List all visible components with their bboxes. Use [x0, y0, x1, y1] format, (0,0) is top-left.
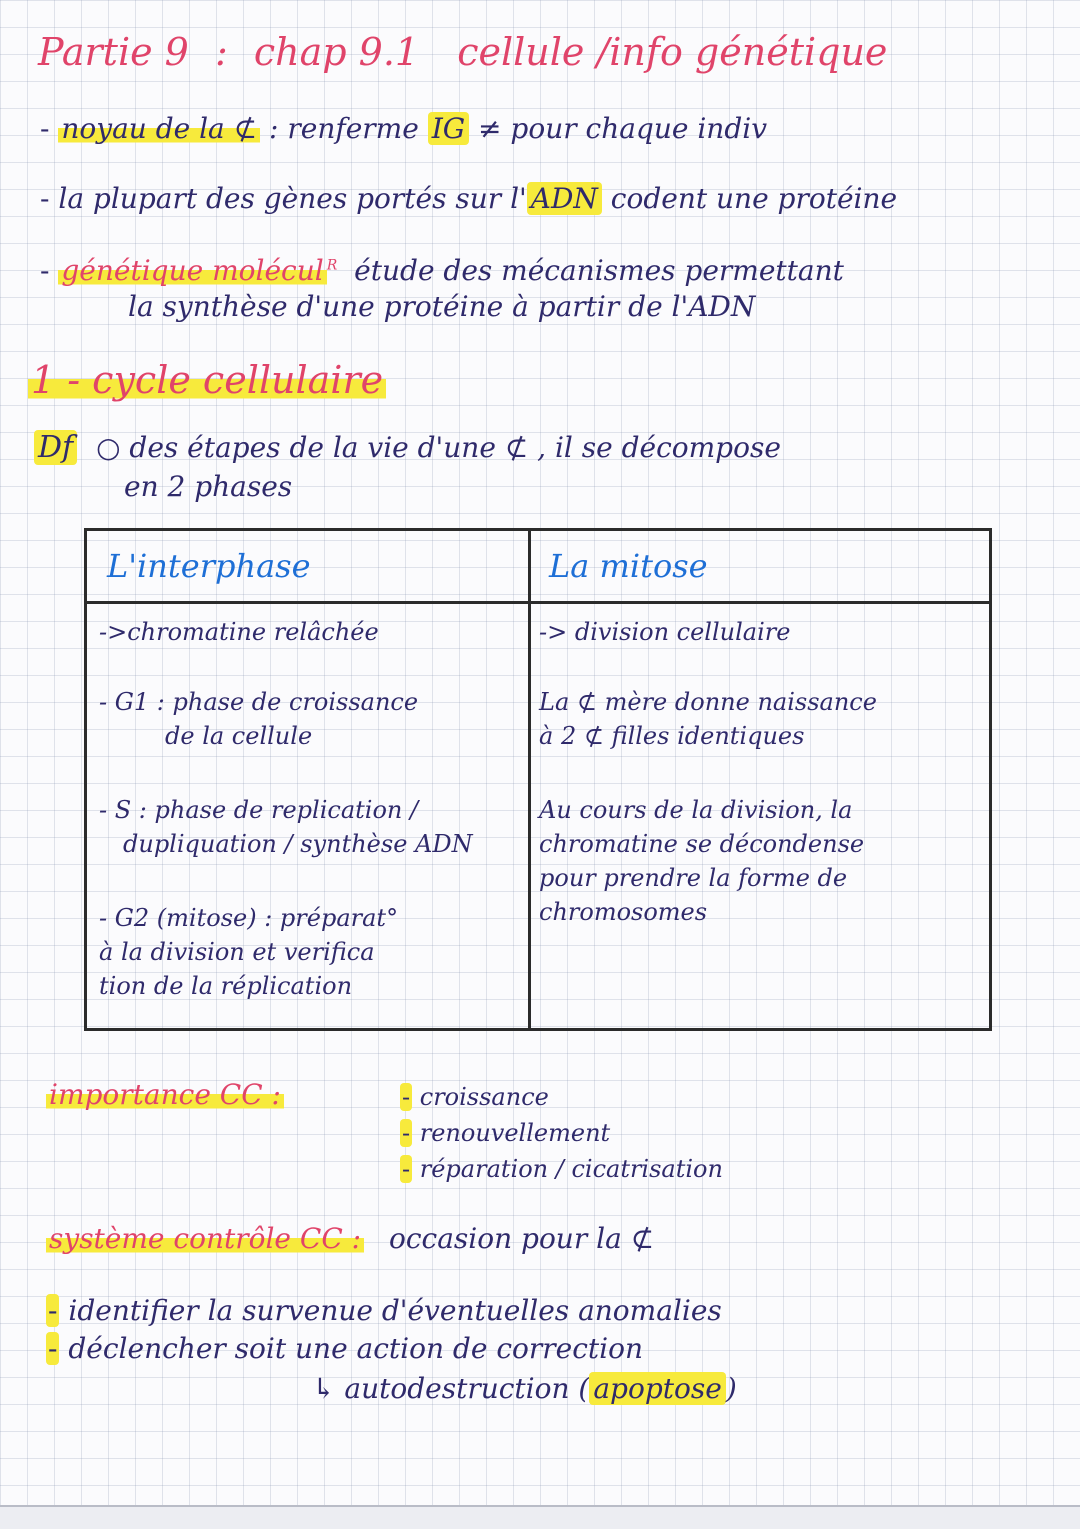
bullet-mark: -	[402, 1119, 411, 1147]
control-sub-item	[312, 1372, 737, 1405]
intro-3-line1: étude des mécanismes permettant	[354, 254, 844, 287]
intro-1-text-b: ≠ pour chaque indiv	[478, 112, 768, 145]
mitose-item: à 2 ⊄ filles identiques	[539, 722, 805, 750]
control-text: occasion pour la ⊄	[388, 1222, 655, 1255]
control-label: système contrôle CC :	[46, 1222, 364, 1255]
definition-text-1: ○ des étapes de la vie d'une ⊄ , il se décompose	[96, 431, 781, 464]
control-line	[46, 1222, 654, 1255]
title-separator: :	[214, 30, 228, 74]
interphase-item: tion de la réplication	[99, 972, 353, 1000]
importance-item-text: réparation / cicatrisation	[419, 1155, 723, 1183]
interphase-item: - S : phase de replication /	[99, 796, 419, 824]
control-item	[46, 1294, 722, 1327]
interphase-item: - G1 : phase de croissance	[99, 688, 419, 716]
control-sub-text: autodestruction (	[344, 1372, 590, 1405]
table-row-divider	[87, 601, 989, 604]
mitose-item: -> division cellulaire	[539, 618, 791, 646]
title-partie: Partie 9	[38, 30, 189, 74]
intro-line-1	[40, 112, 767, 145]
interphase-item: de la cellule	[165, 722, 313, 750]
mitose-item: chromosomes	[539, 898, 708, 926]
intro-2-text-a: la plupart des gènes portés sur l'	[58, 182, 527, 215]
interphase-item: dupliquation / synthèse ADN	[123, 830, 473, 858]
page-bottom-edge	[0, 1505, 1080, 1529]
mitose-item: pour prendre la forme de	[539, 864, 848, 892]
mitose-item: La ⊄ mère donne naissance	[539, 688, 877, 716]
interphase-item: - G2 (mitose) : préparat°	[99, 904, 399, 932]
bullet-mark: -	[48, 1332, 58, 1365]
table-header-mitose: La mitose	[549, 547, 708, 585]
definition-line-2: en 2 phases	[124, 470, 293, 503]
intro-3-dash: -	[40, 254, 50, 287]
title-chapter: chap 9.1	[253, 30, 420, 74]
return-arrow-icon: ↳	[312, 1372, 336, 1405]
interphase-item: ->chromatine relâchée	[99, 618, 379, 646]
intro-line-3b: la synthèse d'une protéine à partir de l'ADN	[128, 290, 756, 323]
intro-line-2	[40, 182, 897, 215]
table-header-interphase: L'interphase	[107, 547, 311, 585]
importance-label	[46, 1078, 284, 1111]
importance-label-text: importance CC :	[46, 1078, 284, 1111]
intro-3-sup: R	[326, 257, 338, 274]
intro-2-dash: -	[40, 182, 50, 215]
cycle-table	[84, 528, 992, 1031]
definition-label: Df	[34, 430, 77, 465]
mitose-item: Au cours de la division, la	[539, 796, 853, 824]
intro-1-highlight: noyau de la ⊄	[58, 112, 260, 145]
mitose-item: chromatine se décondense	[539, 830, 865, 858]
definition-line-1	[34, 430, 781, 465]
intro-line-3	[40, 254, 844, 287]
importance-item-text: croissance	[419, 1083, 549, 1111]
section-heading	[28, 358, 386, 402]
importance-item	[400, 1080, 549, 1114]
control-sub-close: )	[725, 1372, 737, 1405]
control-item-text: déclencher soit une action de correction	[68, 1332, 643, 1365]
table-column-divider	[528, 531, 531, 1028]
title-subject: cellule /info génétique	[457, 30, 888, 74]
interphase-item: à la division et verifica	[99, 938, 375, 966]
intro-1-highlight-ig: IG	[428, 112, 469, 145]
control-item	[46, 1332, 643, 1365]
section-heading-text: 1 - cycle cellulaire	[28, 358, 386, 402]
bullet-mark: -	[402, 1083, 411, 1111]
bullet-mark: -	[48, 1294, 58, 1327]
apoptose-highlight: apoptose	[589, 1372, 725, 1405]
intro-2-text-b: codent une protéine	[610, 182, 898, 215]
importance-item-text: renouvellement	[419, 1119, 611, 1147]
control-item-text: identifier la survenue d'éventuelles anomalies	[68, 1294, 722, 1327]
importance-item	[400, 1152, 723, 1186]
intro-1-dash: -	[40, 112, 50, 145]
intro-1-text-a: : renferme	[269, 112, 419, 145]
bullet-mark: -	[402, 1155, 411, 1183]
page-title	[38, 30, 887, 74]
intro-3-highlight: génétique molécul	[58, 254, 326, 287]
importance-item	[400, 1116, 610, 1150]
intro-2-highlight-adn: ADN	[527, 182, 602, 215]
